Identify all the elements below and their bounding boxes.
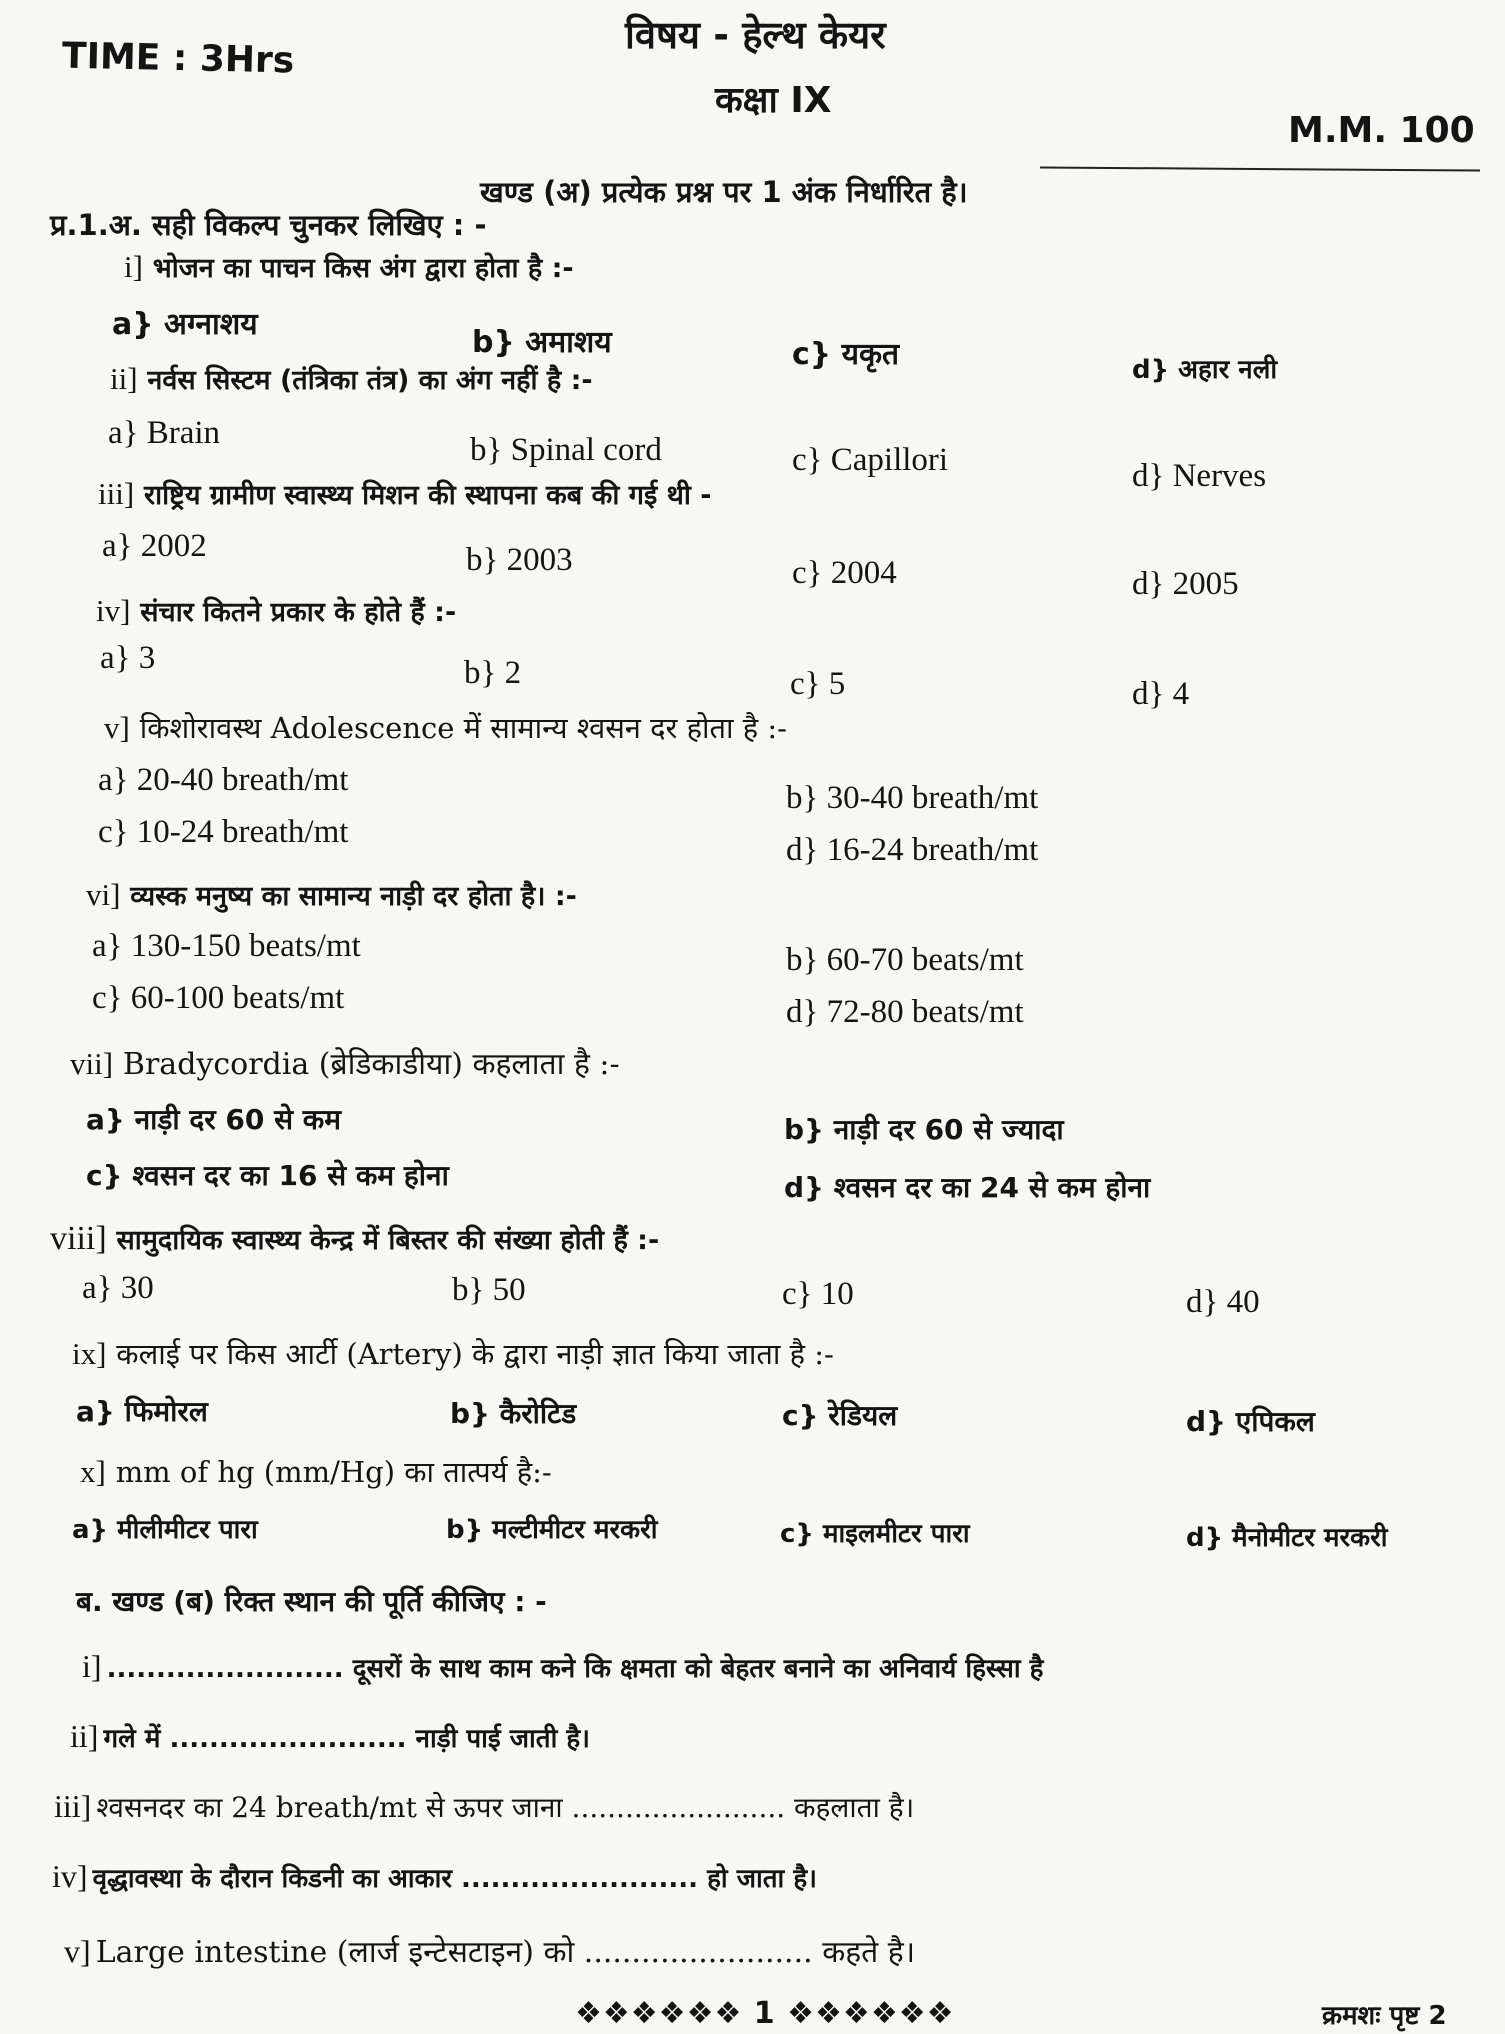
option-c: c} Capillori (792, 442, 949, 478)
option-b: b} 60-70 beats/mt (786, 942, 1024, 978)
header-rule (1040, 166, 1480, 171)
question-number: x] (80, 1454, 106, 1489)
question-text: किशोरावस्थ Adolescence में सामान्य श्वसन दर होता है :- (139, 711, 787, 745)
option-c: c} 10-24 breath/mt (98, 814, 349, 850)
question-text: mm of hg (mm/Hg) का तात्पर्य है:- (115, 1455, 552, 1489)
fill-blank-3 (54, 1788, 914, 1826)
section-a-heading: खण्ड (अ) प्रत्येक प्रश्न पर 1 अंक निर्धारित है। (480, 175, 968, 209)
question-number: v] (64, 1933, 91, 1969)
question-number: v] (104, 710, 130, 745)
question-9 (72, 1334, 834, 1373)
continued-note: क्रमशः पृष्ट 2 (1322, 2001, 1447, 2031)
question-text: सामुदायिक स्वास्थ्य केन्द्र में बिस्तर की संख्या होती हैं :- (116, 1225, 660, 1256)
option-b: b} 50 (452, 1272, 526, 1308)
option-a: a} 20-40 breath/mt (98, 762, 349, 798)
question-4 (96, 592, 456, 629)
question-2 (110, 360, 593, 397)
max-marks: M.M. 100 (1288, 110, 1475, 151)
question-number: iii] (98, 476, 135, 511)
option-d: d} 40 (1186, 1284, 1260, 1320)
question-text: Large intestine (लार्ज इन्टेसटाइन) को ........................ कहते है। (95, 1935, 916, 1970)
option-a: a} अग्नाशय (112, 307, 258, 342)
question-number: iii] (54, 1788, 92, 1824)
question-number: vii] (70, 1046, 114, 1081)
question-text: वृद्धावस्था के दौरान किडनी का आकार ........................ हो जाता है। (92, 1864, 817, 1894)
question-3 (98, 475, 711, 512)
question-text: नर्वस सिस्टम (तंत्रिका तंत्र) का अंग नहीं है :- (147, 365, 593, 396)
time-label: TIME : 3Hrs (61, 35, 295, 82)
question-number: viii] (50, 1220, 107, 1257)
fill-blank-4 (52, 1858, 817, 1895)
option-b: b} अमाशय (472, 325, 612, 360)
option-a: a} 130-150 beats/mt (92, 928, 361, 964)
question-8 (50, 1220, 659, 1258)
fill-blank-5 (64, 1930, 915, 1971)
question-10 (80, 1452, 552, 1491)
option-c: c} 10 (782, 1276, 854, 1312)
question-text: श्वसनदर का 24 breath/mt से ऊपर जाना ........................ कहलाता है। (96, 1791, 915, 1824)
option-b: b} 2 (464, 655, 522, 691)
option-c: c} माइलमीटर पारा (780, 1519, 970, 1549)
section-b-heading: ब. खण्ड (ब) रिक्त स्थान की पूर्ति कीजिए : - (76, 1585, 547, 1618)
option-c: c} 2004 (792, 555, 897, 591)
question-text: कलाई पर किस आर्टी (Artery) के द्वारा नाड़ी ज्ञात किया जाता है :- (116, 1337, 834, 1371)
question-number: i] (82, 1648, 102, 1684)
question-6 (86, 876, 577, 913)
option-c: c} यकृत (792, 337, 900, 372)
question-text: भोजन का पाचन किस अंग द्वारा होता है :- (152, 253, 574, 284)
question-number: i] (124, 249, 143, 284)
option-b: b} कैरोटिड (450, 1397, 577, 1430)
option-a: a} Brain (108, 415, 221, 451)
option-d: d} श्वसन दर का 24 से कम होना (784, 1171, 1151, 1204)
option-b: b} मल्टीमीटर मरकरी (446, 1515, 658, 1545)
section-a-instruction: प्र.1.अ. सही विकल्प चुनकर लिखिए : - (50, 208, 487, 242)
option-d: d} 4 (1132, 676, 1190, 712)
option-b: b} Spinal cord (470, 432, 662, 468)
question-1 (124, 248, 574, 285)
option-c: c} श्वसन दर का 16 से कम होना (86, 1159, 449, 1192)
question-5 (104, 708, 787, 747)
option-a: a} 30 (82, 1270, 154, 1306)
fill-blank-1 (82, 1648, 1043, 1685)
question-number: iv] (96, 593, 131, 628)
option-a: a} फिमोरल (76, 1395, 208, 1428)
question-text: व्यस्क मनुष्य का सामान्य नाड़ी दर होता है। :- (130, 881, 577, 912)
question-number: iv] (52, 1858, 88, 1894)
question-text: संचार कितने प्रकार के होते हैं :- (140, 597, 457, 628)
page-number-marker: ❖❖❖❖❖❖ 1 ❖❖❖❖❖❖ (575, 1996, 955, 2031)
option-c: c} 5 (790, 666, 846, 702)
question-number: ii] (110, 361, 138, 396)
question-text: राष्ट्रिय ग्रामीण स्वास्थ्य मिशन की स्थापना कब की गई थी - (144, 480, 712, 511)
option-a: a} 3 (100, 640, 156, 676)
question-number: ix] (72, 1336, 107, 1371)
question-text: गले में ........................ नाड़ी पाई जाती है। (103, 1724, 591, 1754)
option-b: b} नाड़ी दर 60 से ज्यादा (784, 1113, 1064, 1146)
option-c: c} 60-100 beats/mt (92, 980, 345, 1016)
class-title: कक्षा IX (715, 80, 832, 121)
fill-blank-2 (70, 1718, 590, 1755)
option-a: a} नाड़ी दर 60 से कम (86, 1103, 342, 1136)
question-text: ........................ दूसरों के साथ काम कने कि क्षमता को बेहतर बनाने का अनिवार्य हिस्सा है (106, 1654, 1044, 1684)
option-d: d} एपिकल (1186, 1405, 1315, 1438)
subject-title: विषय - हेल्थ केयर (625, 13, 886, 57)
option-d: d} 2005 (1132, 566, 1239, 602)
option-b: b} 2003 (466, 542, 573, 578)
option-d: d} अहार नली (1132, 355, 1278, 385)
option-d: d} Nerves (1132, 458, 1267, 494)
option-c: c} रेडियल (782, 1399, 898, 1432)
question-text: Bradycordia (ब्रेडिकाडीया) कहलाता है :- (122, 1047, 620, 1082)
option-b: b} 30-40 breath/mt (786, 780, 1039, 816)
question-number: ii] (70, 1718, 99, 1754)
option-d: d} मैनोमीटर मरकरी (1186, 1523, 1388, 1553)
option-d: d} 16-24 breath/mt (786, 832, 1039, 868)
option-d: d} 72-80 beats/mt (786, 994, 1024, 1030)
option-a: a} 2002 (102, 528, 207, 564)
option-a: a} मीलीमीटर पारा (72, 1515, 258, 1545)
question-number: vi] (86, 877, 121, 912)
question-7 (70, 1042, 620, 1083)
